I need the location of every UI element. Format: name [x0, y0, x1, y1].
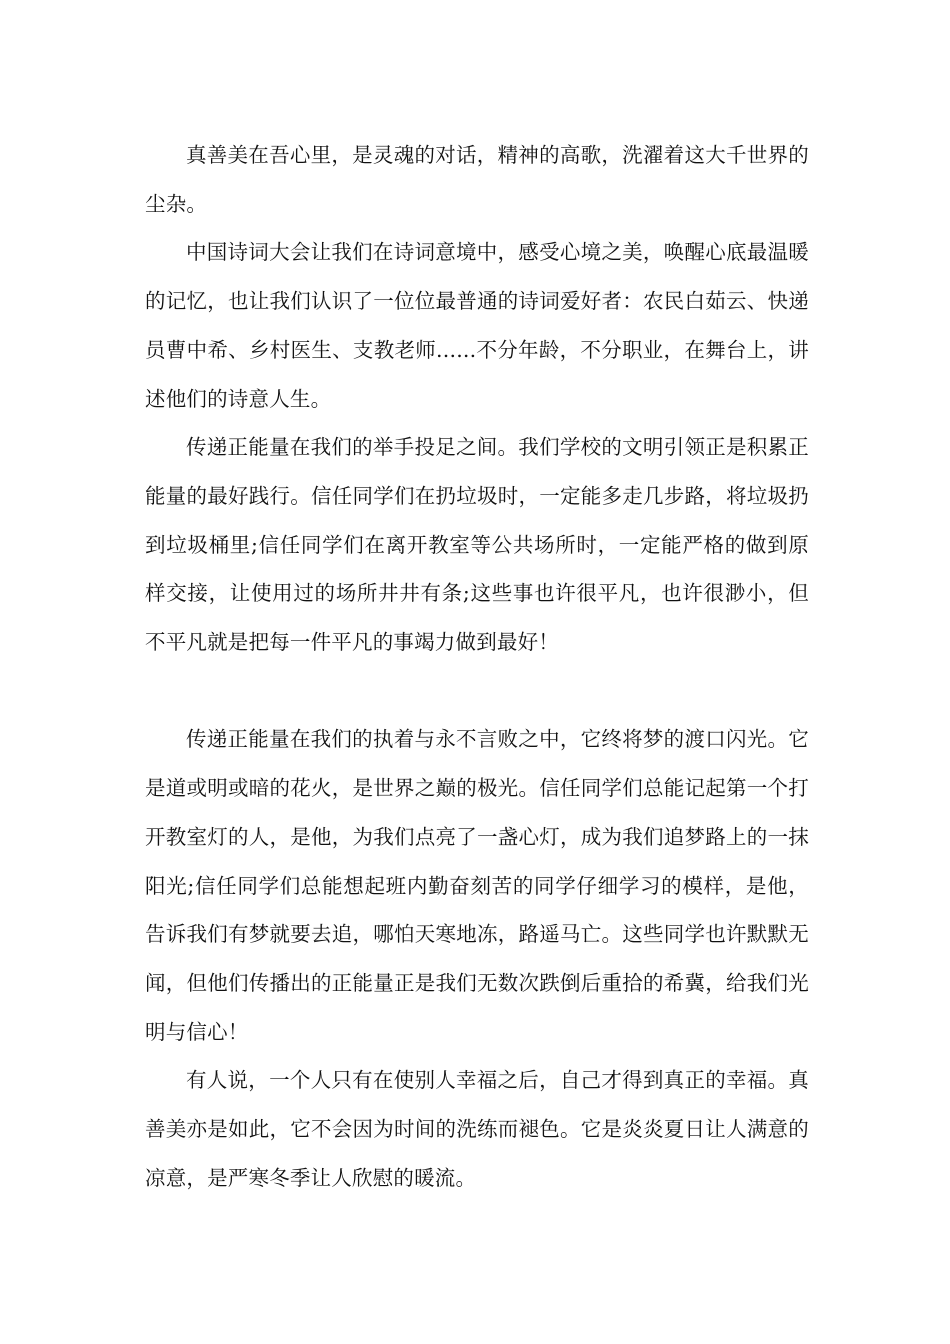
document-body — [145, 131, 809, 1202]
paragraph-spacer — [145, 667, 809, 716]
paragraph-5: 有人说，一个人只有在使别人幸福之后，自己才得到真正的幸福。真善美亦是如此，它不会因为时间的洗练而褪色。它是炎炎夏日让人满意的凉意，是严寒冬季让人欣慰的暖流。 — [145, 1068, 809, 1190]
paragraph-4: 传递正能量在我们的执着与永不言败之中，它终将梦的渡口闪光。它是道或明或暗的花火，是世界之巅的极光。信任同学们总能记起第一个打开教室灯的人，是他，为我们点亮了一盏心灯，成为我们追梦路上的一抹阳光;信任同学们总能想起班内勤奋刻苦的同学仔细学习的模样，是他，告诉我们有梦就要去追，哪怕天寒地冻，路遥马亡。这些同学也许默默无闻，但他们传播出的正能量正是我们无数次跌倒后重拾的希冀，给我们光明与信心！ — [145, 727, 809, 1044]
paragraph-1: 真善美在吾心里，是灵魂的对话，精神的高歌，洗濯着这大千世界的尘杂。 — [145, 143, 809, 216]
paragraph-2: 中国诗词大会让我们在诗词意境中，感受心境之美，唤醒心底最温暖的记忆，也让我们认识了一位位最普通的诗词爱好者：农民白茹云、快递员曹中希、乡村医生、支教老师......不分年龄，不分职业，在舞台上，讲述他们的诗意人生。 — [145, 240, 809, 411]
paragraph-3: 传递正能量在我们的举手投足之间。我们学校的文明引领正是积累正能量的最好践行。信任同学们在扔垃圾时，一定能多走几步路，将垃圾扔到垃圾桶里;信任同学们在离开教室等公共场所时，一定能严格的做到原样交接，让使用过的场所井井有条;这些事也许很平凡，也许很渺小，但不平凡就是把每一件平凡的事竭力做到最好！ — [145, 435, 809, 655]
